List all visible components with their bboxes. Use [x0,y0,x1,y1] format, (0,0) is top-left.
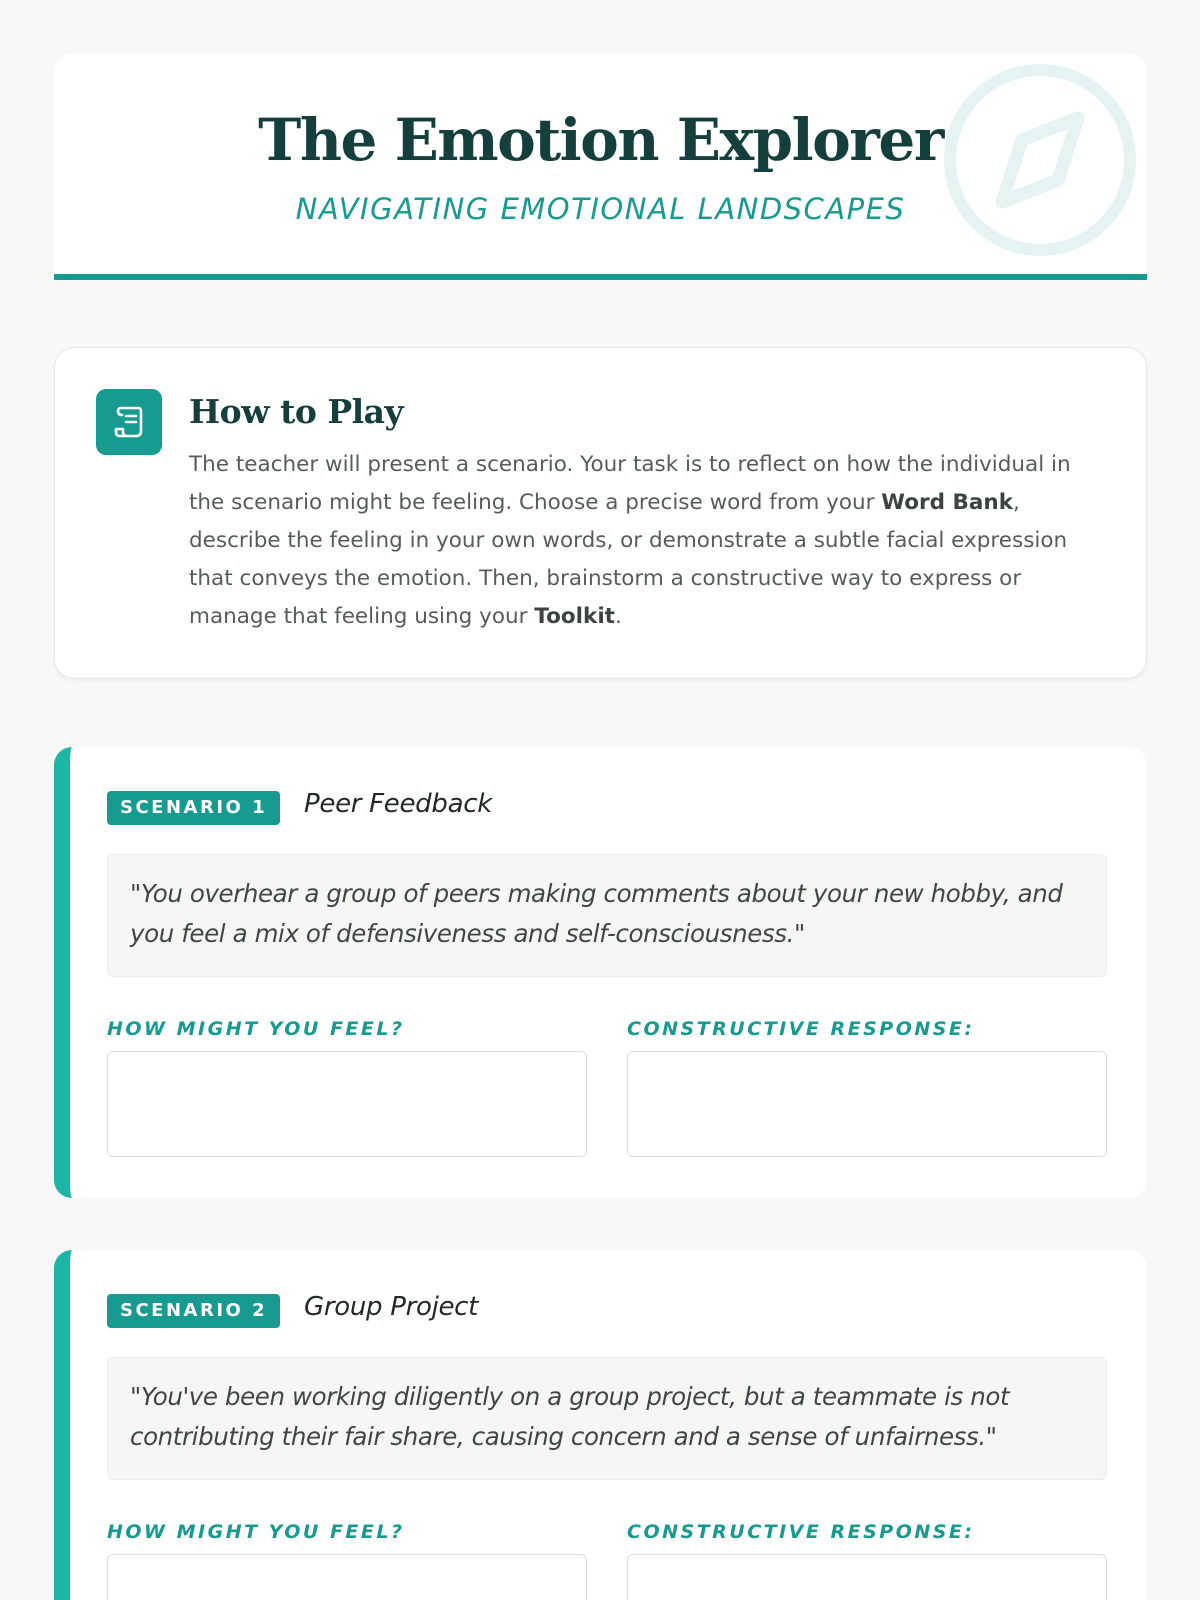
scenario-quote: "You overhear a group of peers making comments about your new hobby, and you feel a mix of defensiveness and self-consciousness." [107,854,1107,977]
instructions-text: . [614,604,622,629]
feel-label: HOW MIGHT YOU FEEL? [107,1521,405,1543]
toolkit-term: Toolkit [534,604,615,629]
scenario-title: Group Project [304,1292,479,1322]
how-to-play-card [54,347,1147,679]
how-to-play-heading: How to Play [189,392,404,431]
scenario-tag: SCENARIO 1 [107,791,280,825]
feel-label: HOW MIGHT YOU FEEL? [107,1018,405,1040]
response-input[interactable] [627,1051,1107,1157]
scenario-title: Peer Feedback [304,789,492,819]
scroll-icon [96,389,162,455]
response-label: CONSTRUCTIVE RESPONSE: [627,1018,975,1040]
compass-icon [940,60,1140,260]
instructions-text: , describe the feeling in your own words, or demonstrate a subtle facial expression that conveys the emotion. Then, brainstorm a constructive way to express or manage that feeling using your [189,490,1068,629]
page-subtitle: NAVIGATING EMOTIONAL LANDSCAPES [295,192,906,226]
how-to-play-instructions [189,446,1109,636]
instructions-text: The teacher will present a scenario. Your task is to reflect on how the individual in the scenario might be feeling. Choose a precise word from your [189,452,1071,515]
response-input[interactable] [627,1554,1107,1600]
page-header [54,54,1147,280]
page-title: The Emotion Explorer [258,106,943,174]
scenario-card-1 [54,747,1147,1198]
feel-input[interactable] [107,1554,587,1600]
scenario-tag: SCENARIO 2 [107,1294,280,1328]
feel-input[interactable] [107,1051,587,1157]
response-label: CONSTRUCTIVE RESPONSE: [627,1521,975,1543]
scenario-quote: "You've been working diligently on a group project, but a teammate is not contributing their fair share, causing concern and a sense of unfairness." [107,1357,1107,1480]
word-bank-term: Word Bank [881,490,1013,515]
scenario-card-2 [54,1250,1147,1600]
